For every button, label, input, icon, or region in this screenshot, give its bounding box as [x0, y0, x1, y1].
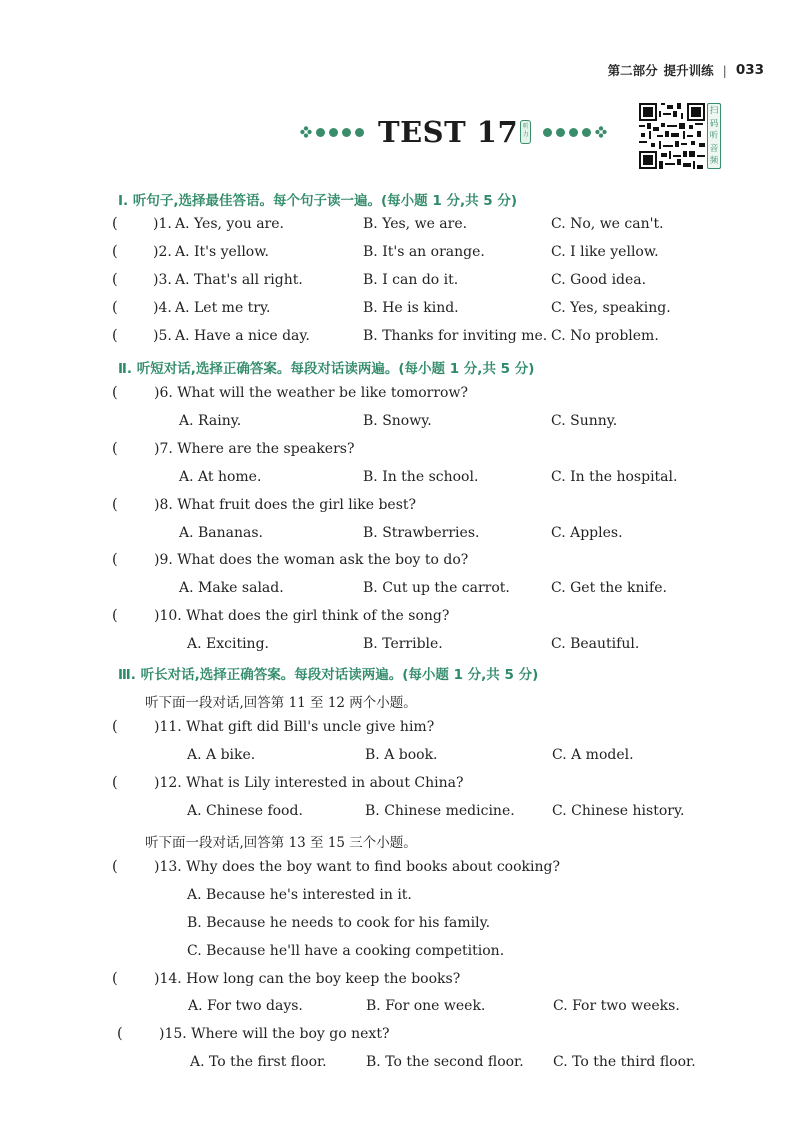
left-dots: [300, 126, 364, 138]
question-stem: )13. Why does the boy want to find books about cooking?: [154, 859, 560, 875]
answer-paren[interactable]: (: [112, 775, 118, 791]
answer-paren[interactable]: (: [112, 300, 118, 316]
option-a: A. Exciting.: [187, 636, 269, 652]
option-c: C. In the hospital.: [551, 469, 678, 485]
instruction-13-15: 听下面一段对话,回答第 13 至 15 三个小题。: [145, 835, 417, 851]
question-13-option-a: [187, 887, 412, 903]
option-b: B. He is kind.: [363, 300, 459, 316]
instruction-11-12: 听下面一段对话,回答第 11 至 12 两个小题。: [145, 695, 417, 711]
right-dots: [543, 126, 607, 138]
option-c: C. For two weeks.: [553, 998, 680, 1014]
question-number: )2.: [153, 244, 172, 260]
option-a: A. Bananas.: [179, 525, 264, 541]
question-13-option-c: [187, 943, 504, 959]
question-stem: )12. What is Lily interested in about China?: [154, 775, 464, 791]
option-a: A. For two days.: [188, 998, 303, 1014]
option-c: C. I like yellow.: [551, 244, 659, 260]
flower-icon: [300, 126, 312, 138]
question-13-option-b: [187, 915, 490, 931]
answer-paren[interactable]: (: [112, 216, 118, 232]
answer-paren[interactable]: (: [112, 244, 118, 260]
option-a: A. Chinese food.: [187, 803, 303, 819]
dot-icon: [342, 128, 351, 137]
option-a: A. At home.: [179, 469, 262, 485]
option-b: B. To the second floor.: [366, 1054, 524, 1070]
option-b: B. In the school.: [363, 469, 479, 485]
answer-paren[interactable]: (: [112, 608, 118, 624]
option-c: C. No problem.: [551, 328, 659, 344]
answer-paren[interactable]: (: [117, 1026, 123, 1042]
option-b: B. It's an orange.: [363, 244, 485, 260]
option-c: C. Yes, speaking.: [551, 300, 671, 316]
option-b: B. Terrible.: [363, 636, 443, 652]
question-stem: )7. Where are the speakers?: [154, 441, 355, 457]
option-a: A. That's all right.: [175, 272, 303, 288]
answer-paren[interactable]: (: [112, 552, 118, 568]
option-c: C. Apples.: [551, 525, 623, 541]
option-b: B. Thanks for inviting me.: [363, 328, 548, 344]
header-section: 第二部分: [607, 63, 658, 78]
question-number: )1.: [153, 216, 172, 232]
answer-paren[interactable]: (: [112, 497, 118, 513]
option-c: C. Good idea.: [551, 272, 647, 288]
dot-icon: [329, 128, 338, 137]
option-c: C. Because he'll have a cooking competition.: [187, 943, 505, 959]
section-1-title: Ⅰ. 听句子,选择最佳答语。每个句子读一遍。(每小题 1 分,共 5 分): [118, 193, 518, 209]
option-a: A. Rainy.: [179, 413, 242, 429]
option-a: A. Because he's interested in it.: [187, 887, 412, 903]
option-a: A. To the first floor.: [190, 1054, 327, 1070]
option-c: C. A model.: [552, 747, 634, 763]
dot-icon: [569, 128, 578, 137]
question-stem: )8. What fruit does the girl like best?: [154, 497, 417, 513]
page-title: TEST 17: [378, 115, 519, 149]
dot-icon: [316, 128, 325, 137]
question-stem: )10. What does the girl think of the song?: [154, 608, 450, 624]
flower-icon: [595, 126, 607, 138]
answer-paren[interactable]: (: [112, 385, 118, 401]
section-2-title: Ⅱ. 听短对话,选择正确答案。每段对话读两遍。(每小题 1 分,共 5 分): [118, 361, 535, 377]
option-c: C. To the third floor.: [553, 1054, 696, 1070]
option-b: B. Chinese medicine.: [365, 803, 515, 819]
option-a: A. Let me try.: [175, 300, 271, 316]
qr-code-block: [639, 103, 725, 171]
question-stem: )9. What does the woman ask the boy to do?: [154, 552, 469, 568]
header-separator: |: [722, 62, 727, 78]
option-c: C. Get the knife.: [551, 580, 667, 596]
option-c: C. Sunny.: [551, 413, 618, 429]
option-a: A. Have a nice day.: [175, 328, 310, 344]
question-stem: )6. What will the weather be like tomorrow?: [154, 385, 468, 401]
dot-icon: [543, 128, 552, 137]
option-a: A. Make salad.: [179, 580, 284, 596]
question-stem: )14. How long can the boy keep the books?: [154, 971, 461, 987]
option-c: C. Chinese history.: [552, 803, 685, 819]
question-number: )3.: [153, 272, 172, 288]
question-stem: )11. What gift did Bill's uncle give him?: [154, 719, 435, 735]
answer-paren[interactable]: (: [112, 719, 118, 735]
option-b: B. Because he needs to cook for his family.: [187, 915, 491, 931]
dot-icon: [556, 128, 565, 137]
dot-icon: [355, 128, 364, 137]
answer-paren[interactable]: (: [112, 971, 118, 987]
qr-label: 扫码听音频: [707, 103, 721, 169]
qr-code-icon[interactable]: [639, 103, 705, 169]
answer-paren[interactable]: (: [112, 859, 118, 875]
option-b: B. Cut up the carrot.: [363, 580, 510, 596]
option-b: B. Strawberries.: [363, 525, 480, 541]
listening-badge: 听力: [520, 120, 531, 144]
answer-paren[interactable]: (: [112, 272, 118, 288]
option-a: A. It's yellow.: [175, 244, 270, 260]
question-stem: )15. Where will the boy go next?: [159, 1026, 390, 1042]
title-row: [300, 112, 607, 152]
dot-icon: [582, 128, 591, 137]
answer-paren[interactable]: (: [112, 441, 118, 457]
page-header: [608, 61, 764, 79]
option-c: C. No, we can't.: [551, 216, 664, 232]
answer-paren[interactable]: (: [112, 328, 118, 344]
option-b: B. For one week.: [366, 998, 486, 1014]
option-b: B. A book.: [365, 747, 438, 763]
option-b: B. I can do it.: [363, 272, 459, 288]
option-a: A. A bike.: [187, 747, 256, 763]
section-3-title: Ⅲ. 听长对话,选择正确答案。每段对话读两遍。(每小题 1 分,共 5 分): [118, 667, 539, 683]
page-number: 033: [735, 62, 764, 78]
question-number: )5.: [153, 328, 172, 344]
header-subsection: 提升训练: [663, 63, 714, 78]
question-number: )4.: [153, 300, 172, 316]
option-a: A. Yes, you are.: [175, 216, 284, 232]
option-b: B. Yes, we are.: [363, 216, 468, 232]
option-c: C. Beautiful.: [551, 636, 640, 652]
option-b: B. Snowy.: [363, 413, 432, 429]
